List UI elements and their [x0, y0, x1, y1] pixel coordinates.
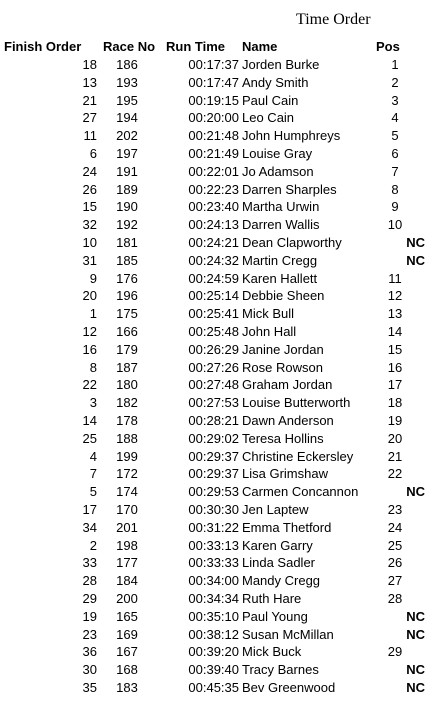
table-row: [0, 376, 442, 394]
runner-name-cell: Ruth Hare: [242, 590, 302, 606]
finish-order-cell: 27: [82, 110, 97, 126]
position-cell: 11: [388, 270, 402, 286]
table-row: [0, 127, 442, 145]
table-row: [0, 323, 442, 341]
finish-order-cell: 34: [82, 519, 97, 535]
table-row: [0, 394, 442, 412]
runner-name-cell: Karen Hallett: [242, 270, 318, 286]
race-no-cell: 165: [116, 608, 138, 624]
run-time-cell: 00:34:34: [188, 590, 239, 606]
run-time-cell: 00:20:00: [188, 110, 239, 126]
runner-name-cell: Karen Garry: [242, 537, 313, 553]
table-row: [0, 626, 442, 644]
race-no-cell: 188: [116, 430, 138, 446]
position-cell: 12: [387, 288, 403, 304]
race-no-cell: 189: [116, 181, 138, 197]
finish-order-cell: 36: [82, 644, 97, 660]
table-row: [0, 216, 442, 234]
finish-order-cell: 28: [82, 573, 97, 589]
runner-name-cell: Tracy Barnes: [242, 662, 319, 678]
finish-order-cell: 17: [82, 501, 97, 517]
position-cell: 1: [391, 57, 399, 72]
race-no-cell: 169: [116, 626, 138, 642]
finish-order-cell: 13: [82, 74, 97, 90]
table-row: [0, 643, 442, 661]
runner-name-cell: Christine Eckersley: [242, 448, 354, 464]
run-time-cell: 00:24:13: [188, 217, 239, 233]
finish-order-cell: 31: [82, 252, 97, 268]
finish-order-cell: 7: [89, 466, 97, 482]
nc-badge: NC: [406, 679, 425, 695]
finish-order-cell: 3: [89, 395, 97, 411]
race-no-cell: 192: [116, 217, 138, 233]
runner-name-cell: Emma Thetford: [242, 519, 332, 535]
run-time-cell: 00:25:14: [188, 288, 239, 304]
table-row: [0, 661, 442, 679]
run-time-cell: 00:27:26: [188, 359, 239, 375]
finish-order-cell: 29: [82, 590, 97, 606]
runner-name-cell: Teresa Hollins: [242, 430, 324, 446]
race-no-cell: 168: [116, 662, 138, 678]
finish-order-cell: 4: [89, 448, 97, 464]
position-cell: 5: [391, 128, 399, 144]
race-no-cell: 181: [116, 234, 138, 250]
table-row: [0, 305, 442, 323]
header-name: Name: [242, 39, 278, 54]
finish-order-cell: 21: [82, 92, 97, 108]
finish-order-cell: 5: [89, 484, 97, 500]
nc-badge: NC: [406, 608, 425, 624]
race-no-cell: 172: [116, 466, 138, 482]
finish-order-cell: 18: [82, 57, 97, 72]
run-time-cell: 00:29:37: [188, 466, 239, 482]
run-time-cell: 00:33:13: [188, 537, 239, 553]
position-cell: 24: [387, 519, 403, 535]
position-cell: 28: [387, 590, 403, 606]
run-time-cell: 00:17:37: [188, 57, 239, 72]
runner-name-cell: Susan McMillan: [242, 626, 334, 642]
position-cell: 19: [387, 412, 403, 428]
table-row: [0, 572, 442, 590]
finish-order-cell: 8: [89, 359, 97, 375]
nc-badge: NC: [406, 252, 425, 268]
nc-badge: NC: [406, 234, 425, 250]
finish-order-cell: 6: [89, 145, 97, 161]
position-cell: 23: [387, 501, 403, 517]
position-cell: 21: [387, 448, 403, 464]
position-cell: 22: [387, 466, 403, 482]
finish-order-cell: 9: [89, 270, 97, 286]
finish-order-cell: 23: [82, 626, 97, 642]
race-no-cell: 196: [116, 288, 138, 304]
finish-order-cell: 24: [82, 163, 97, 179]
header-pos: Pos: [376, 39, 400, 54]
finish-order-cell: 22: [82, 377, 97, 393]
table-row: [0, 163, 442, 181]
table-row: [0, 252, 442, 270]
run-time-cell: 00:33:33: [188, 555, 239, 571]
run-time-cell: 00:21:49: [188, 145, 239, 161]
position-cell: 16: [387, 359, 403, 375]
position-cell: 4: [391, 110, 399, 126]
table-row: [0, 198, 442, 216]
runner-name-cell: Mick Buck: [242, 644, 302, 660]
table-row: [0, 590, 442, 608]
position-cell: 2: [391, 74, 399, 90]
finish-order-cell: 15: [82, 199, 97, 215]
race-no-cell: 177: [116, 555, 138, 571]
position-cell: 18: [387, 395, 403, 411]
run-time-cell: 00:19:15: [188, 92, 239, 108]
run-time-cell: 00:27:53: [188, 395, 239, 411]
runner-name-cell: Jo Adamson: [242, 163, 314, 179]
finish-order-cell: 30: [82, 662, 97, 678]
race-no-cell: 193: [116, 74, 138, 90]
runner-name-cell: Leo Cain: [242, 110, 295, 126]
race-no-cell: 182: [116, 395, 138, 411]
position-cell: 3: [391, 92, 399, 108]
run-time-cell: 00:35:10: [188, 608, 239, 624]
position-cell: 20: [387, 430, 403, 446]
runner-name-cell: Jen Laptew: [242, 501, 309, 517]
header-race-no: Race No: [103, 39, 156, 54]
runner-name-cell: Linda Sadler: [242, 555, 315, 571]
run-time-cell: 00:26:29: [188, 341, 239, 357]
race-no-cell: 200: [116, 590, 138, 606]
race-no-cell: 202: [116, 128, 138, 144]
runner-name-cell: Dean Clapworthy: [242, 234, 342, 250]
race-no-cell: 185: [116, 252, 138, 268]
run-time-cell: 00:39:20: [188, 644, 239, 660]
position-cell: 13: [387, 306, 403, 322]
table-row: [0, 608, 442, 626]
run-time-cell: 00:23:40: [188, 199, 239, 215]
table-row: [0, 145, 442, 163]
table-row: [0, 109, 442, 127]
race-no-cell: 194: [116, 110, 138, 126]
run-time-cell: 00:24:32: [188, 252, 239, 268]
finish-order-cell: 16: [82, 341, 97, 357]
finish-order-cell: 19: [82, 608, 97, 624]
runner-name-cell: Paul Cain: [242, 92, 299, 108]
finish-order-cell: 33: [82, 555, 97, 571]
table-row: [0, 181, 442, 199]
runner-name-cell: Dawn Anderson: [242, 412, 334, 428]
race-no-cell: 186: [116, 57, 138, 72]
header-run-time: Run Time: [166, 39, 225, 54]
run-time-cell: 00:17:47: [188, 74, 239, 90]
runner-name-cell: Darren Sharples: [242, 181, 337, 197]
table-row: [0, 537, 442, 555]
race-no-cell: 187: [116, 359, 138, 375]
run-time-cell: 00:39:40: [188, 662, 239, 678]
table-row: [0, 465, 442, 483]
position-cell: 15: [387, 341, 403, 357]
race-no-cell: 183: [116, 679, 138, 695]
runner-name-cell: Louise Gray: [242, 145, 313, 161]
race-no-cell: 190: [116, 199, 138, 215]
table-header: [0, 38, 442, 56]
runner-name-cell: Martha Urwin: [242, 199, 320, 215]
table-row: [0, 483, 442, 501]
run-time-cell: 00:28:21: [188, 412, 239, 428]
run-time-cell: 00:29:53: [188, 484, 239, 500]
race-no-cell: 191: [116, 163, 138, 179]
position-cell: 6: [391, 145, 399, 161]
position-cell: 25: [387, 537, 403, 553]
table-row: [0, 412, 442, 430]
runner-name-cell: Jorden Burke: [242, 57, 320, 72]
finish-order-cell: 32: [82, 217, 97, 233]
table-row: [0, 56, 442, 74]
runner-name-cell: Graham Jordan: [242, 377, 333, 393]
position-cell: 29: [387, 644, 403, 660]
race-no-cell: 197: [116, 145, 138, 161]
race-no-cell: 201: [116, 519, 138, 535]
runner-name-cell: Martin Cregg: [242, 252, 318, 268]
position-cell: 14: [387, 323, 403, 339]
race-no-cell: 175: [116, 306, 138, 322]
race-no-cell: 180: [116, 377, 138, 393]
run-time-cell: 00:34:00: [188, 573, 239, 589]
table-row: [0, 270, 442, 288]
table-row: [0, 359, 442, 377]
race-no-cell: 199: [116, 448, 138, 464]
run-time-cell: 00:31:22: [188, 519, 239, 535]
position-cell: 10: [387, 217, 403, 233]
run-time-cell: 00:38:12: [188, 626, 239, 642]
race-no-cell: 179: [116, 341, 138, 357]
finish-order-cell: 10: [82, 234, 97, 250]
run-time-cell: 00:29:02: [188, 430, 239, 446]
table-row: [0, 679, 442, 697]
finish-order-cell: 25: [82, 430, 97, 446]
table-row: [0, 287, 442, 305]
run-time-cell: 00:25:41: [188, 306, 239, 322]
table-body: [0, 56, 442, 697]
runner-name-cell: John Humphreys: [242, 128, 341, 144]
position-cell: 26: [387, 555, 403, 571]
table-row: [0, 74, 442, 92]
nc-badge: NC: [406, 484, 425, 500]
finish-order-cell: 14: [82, 412, 97, 428]
position-cell: 9: [391, 199, 399, 215]
finish-order-cell: 2: [89, 537, 97, 553]
finish-order-cell: 12: [82, 323, 97, 339]
race-no-cell: 178: [116, 412, 138, 428]
run-time-cell: 00:22:23: [188, 181, 239, 197]
position-cell: 27: [387, 573, 403, 589]
nc-badge: NC: [406, 662, 425, 678]
runner-name-cell: Paul Young: [242, 608, 308, 624]
race-no-cell: 176: [116, 270, 138, 286]
race-no-cell: 198: [116, 537, 138, 553]
runner-name-cell: Debbie Sheen: [242, 288, 325, 304]
table-row: [0, 430, 442, 448]
table-row: [0, 92, 442, 110]
header-finish-order: Finish Order: [4, 39, 82, 54]
run-time-cell: 00:25:48: [188, 323, 239, 339]
runner-name-cell: Mandy Cregg: [242, 573, 321, 589]
table-row: [0, 341, 442, 359]
runner-name-cell: Louise Butterworth: [242, 395, 351, 411]
run-time-cell: 00:24:21: [188, 234, 239, 250]
race-no-cell: 195: [116, 92, 138, 108]
run-time-cell: 00:21:48: [188, 128, 239, 144]
run-time-cell: 00:29:37: [188, 448, 239, 464]
run-time-cell: 00:27:48: [188, 377, 239, 393]
race-no-cell: 166: [116, 323, 138, 339]
runner-name-cell: John Hall: [242, 323, 297, 339]
runner-name-cell: Lisa Grimshaw: [242, 466, 328, 482]
race-no-cell: 170: [116, 501, 138, 517]
page-title: Time Order: [296, 11, 371, 28]
table-row: [0, 554, 442, 572]
finish-order-cell: 26: [82, 181, 97, 197]
runner-name-cell: Mick Bull: [242, 306, 295, 322]
position-cell: 17: [387, 377, 403, 393]
runner-name-cell: Darren Wallis: [242, 217, 320, 233]
finish-order-cell: 20: [82, 288, 97, 304]
run-time-cell: 00:24:59: [188, 270, 239, 286]
race-no-cell: 167: [116, 644, 138, 660]
table-row: [0, 448, 442, 466]
finish-order-cell: 1: [89, 306, 97, 322]
nc-badge: NC: [406, 626, 425, 642]
runner-name-cell: Bev Greenwood: [242, 679, 336, 695]
run-time-cell: 00:22:01: [188, 163, 239, 179]
runner-name-cell: Rose Rowson: [242, 359, 323, 375]
table-row: [0, 234, 442, 252]
table-row: [0, 519, 442, 537]
table-row: [0, 501, 442, 519]
finish-order-cell: 35: [82, 679, 97, 695]
results-table: [0, 38, 442, 697]
run-time-cell: 00:45:35: [188, 679, 239, 695]
runner-name-cell: Andy Smith: [242, 74, 309, 90]
runner-name-cell: Carmen Concannon: [242, 484, 359, 500]
run-time-cell: 00:30:30: [188, 501, 239, 517]
race-no-cell: 184: [116, 573, 138, 589]
runner-name-cell: Janine Jordan: [242, 341, 324, 357]
position-cell: 8: [391, 181, 399, 197]
finish-order-cell: 11: [83, 128, 97, 144]
race-no-cell: 174: [116, 484, 138, 500]
position-cell: 7: [391, 163, 399, 179]
